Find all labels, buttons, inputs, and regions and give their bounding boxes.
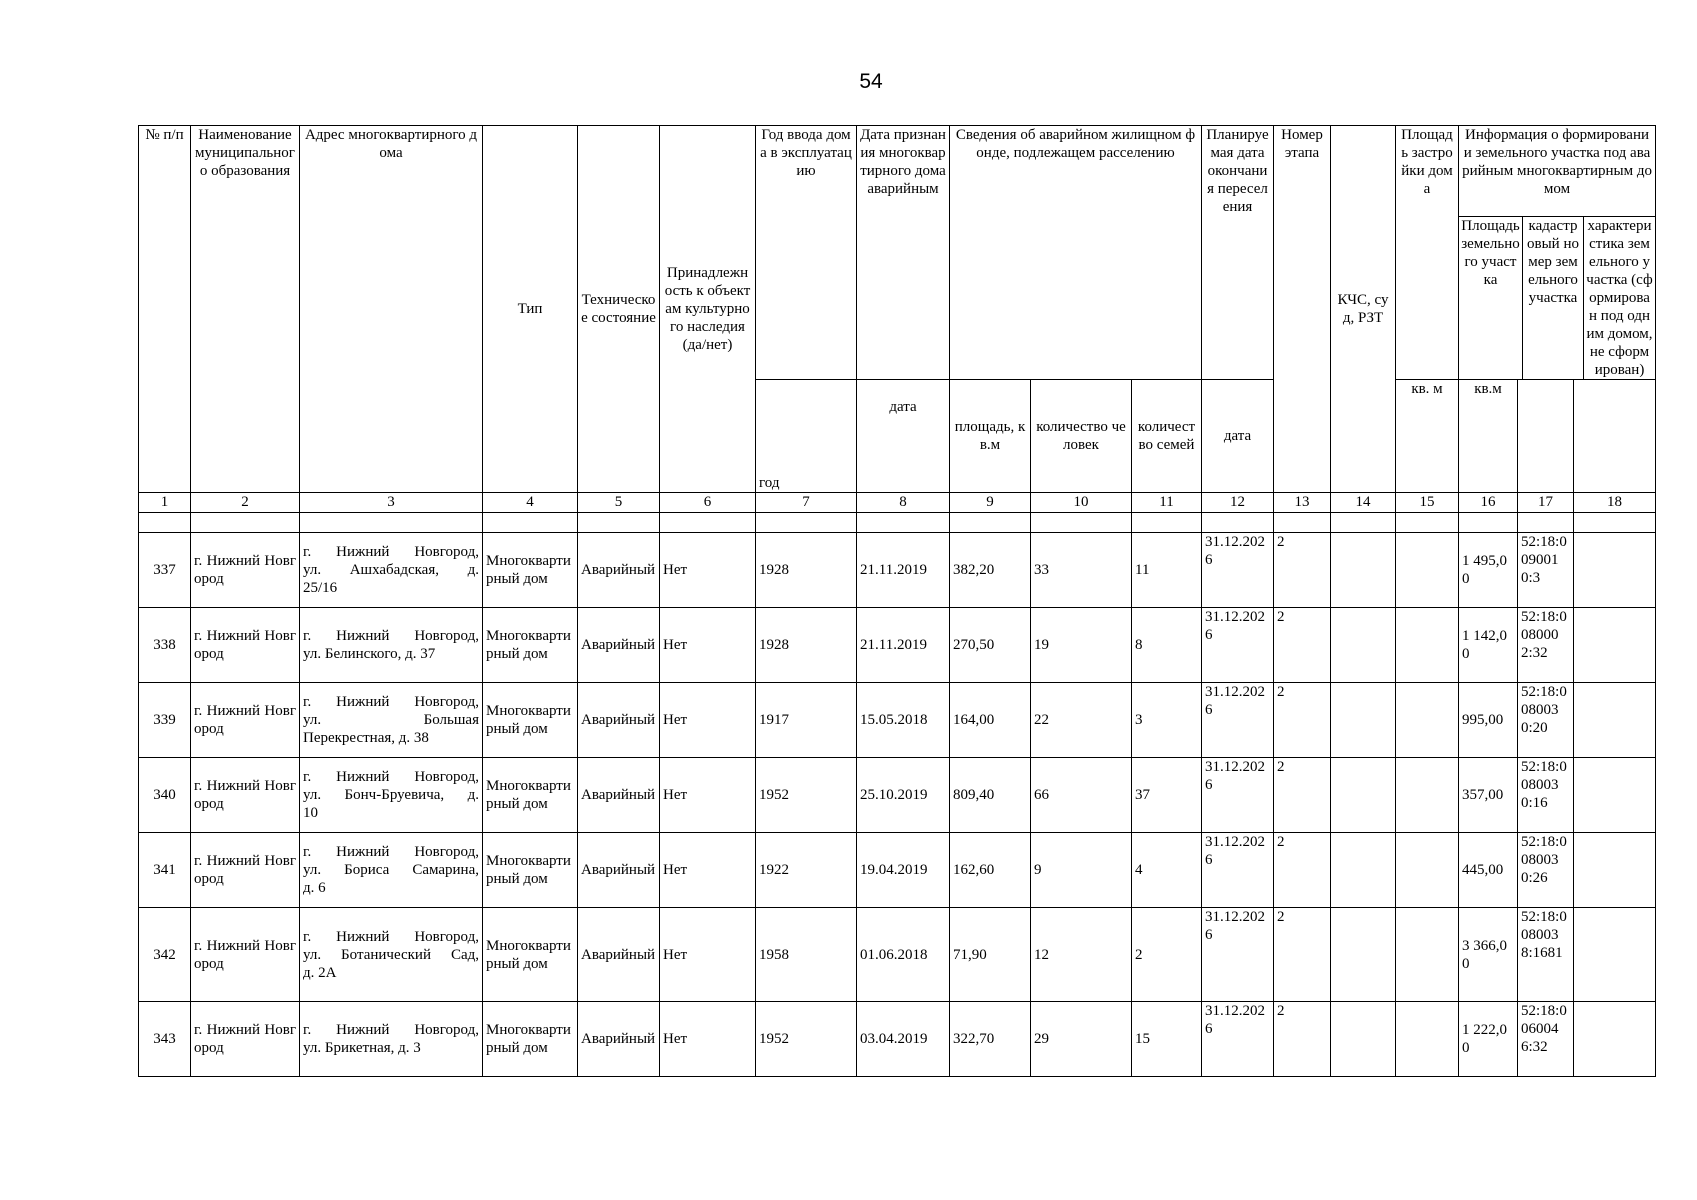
cell-area: 270,50 [950,608,1031,683]
cell-cadastral: 52:18:0080030:16 [1518,758,1574,833]
cell-area: 809,40 [950,758,1031,833]
address-line: г. Нижний Новгород, [303,1022,479,1038]
cell-area: 322,70 [950,1002,1031,1077]
table-body [139,493,1656,533]
cell-people: 19 [1031,608,1132,683]
cell-stage: 2 [1274,683,1331,758]
col-subheader-year: год [756,380,857,493]
address-line: ул. Бориса Самарина, [303,862,479,878]
cell-municipality: г. Нижний Новгород [191,1002,300,1077]
address-line: ул. Ботанический Сад, [303,946,479,963]
cell-type: Многоквартирный дом [483,758,578,833]
cell-people: 22 [1031,683,1132,758]
cell-planned-date: 31.12.2026 [1202,533,1274,608]
cell-num: 337 [139,533,191,608]
cell-heritage: Нет [660,1002,756,1077]
cell-land-char [1574,683,1656,758]
col-header-building-area: Площадь застройки дома [1396,126,1459,380]
cell-heritage: Нет [660,833,756,908]
cell-planned-date: 31.12.2026 [1202,683,1274,758]
col-header-municipality: Наименование муниципального образования [191,126,300,493]
cell-municipality: г. Нижний Новгород [191,533,300,608]
cell-heritage: Нет [660,608,756,683]
cell-cadastral: 52:18:0080030:20 [1518,683,1574,758]
cell-kchs [1331,1002,1396,1077]
column-number: 2 [191,493,300,513]
cell-people: 33 [1031,533,1132,608]
address-line: д. 2А [303,964,337,981]
cell-year: 1917 [756,683,857,758]
address-line: Перекрестная, д. 38 [303,730,429,746]
col-header-emergency-fund: Сведения об аварийном жилищном фонде, подлежащем расселению [950,126,1202,380]
address-line: ул. Брикетная, д. 3 [303,1040,421,1056]
cell-cadastral: 52:18:0080002:32 [1518,608,1574,683]
cell-land-area: 995,00 [1459,683,1518,758]
cell-kchs [1331,533,1396,608]
address-line: 25/16 [303,580,338,596]
cell-land-area: 3 366,00 [1459,908,1518,1002]
cell-families: 2 [1132,908,1202,1002]
cell-cadastral: 52:18:0060046:32 [1518,1002,1574,1077]
cell-cadastral: 52:18:0080030:26 [1518,833,1574,908]
cell-type: Многоквартирный дом [483,833,578,908]
cell-condition: Аварийный [578,758,660,833]
cell-num: 341 [139,833,191,908]
column-number: 3 [300,493,483,513]
page-number: 54 [859,70,883,93]
cell-type: Многоквартирный дом [483,533,578,608]
cell-cadastral: 52:18:0090010:3 [1518,533,1574,608]
cell-stage: 2 [1274,608,1331,683]
cell-land-char [1574,533,1656,608]
col-header-land-area: Площадь земельного участка [1459,217,1523,379]
cell-planned-date: 31.12.2026 [1202,833,1274,908]
cell-kchs [1331,758,1396,833]
land-info-subheaders [1459,217,1655,379]
cell-people: 12 [1031,908,1132,1002]
column-number: 10 [1031,493,1132,513]
cell-year: 1952 [756,1002,857,1077]
cell-land-char [1574,758,1656,833]
address-line: г. Нижний Новгород, [303,628,479,644]
cell-recognition-date: 21.11.2019 [857,533,950,608]
cell-land-area: 1 142,00 [1459,608,1518,683]
address-line: ул. Большая [303,712,479,728]
cell-recognition-date: 15.05.2018 [857,683,950,758]
cell-heritage: Нет [660,533,756,608]
cell-type: Многоквартирный дом [483,608,578,683]
table-row [139,833,1656,908]
column-number: 15 [1396,493,1459,513]
cell-area: 71,90 [950,908,1031,1002]
column-number: 6 [660,493,756,513]
cell-year: 1952 [756,758,857,833]
cell-area: 382,20 [950,533,1031,608]
col-header-building-area-unit: кв. м [1396,380,1459,493]
column-number-row [139,493,1656,513]
column-number: 1 [139,493,191,513]
cell-condition: Аварийный [578,1002,660,1077]
cell-num: 338 [139,608,191,683]
cell-stage: 2 [1274,908,1331,1002]
table-row [139,1002,1656,1077]
column-number: 5 [578,493,660,513]
cell-municipality: г. Нижний Новгород [191,608,300,683]
column-number: 16 [1459,493,1518,513]
cell-condition: Аварийный [578,533,660,608]
cell-municipality: г. Нижний Новгород [191,683,300,758]
col-header-land-info [1459,126,1656,380]
address-line: г. Нижний Новгород, [303,844,479,860]
col-subheader-recognition-date: дата [857,380,950,493]
address-line: ул. Бонч-Бруевича, д. [303,787,479,803]
cell-families: 4 [1132,833,1202,908]
cell-families: 15 [1132,1002,1202,1077]
column-number: 9 [950,493,1031,513]
cell-building-area [1396,1002,1459,1077]
cell-heritage: Нет [660,908,756,1002]
col-header-people: количество человек [1031,380,1132,493]
table-data-rows [139,533,1656,1077]
cell-num: 343 [139,1002,191,1077]
col-header-cadastral: кадастровый номер земельного участка [1523,217,1584,379]
cell-year: 1922 [756,833,857,908]
address-line: ул. Ашхабадская, д. [303,562,479,578]
cell-families: 3 [1132,683,1202,758]
cell-families: 37 [1132,758,1202,833]
cell-address [300,908,483,1002]
cell-heritage: Нет [660,758,756,833]
cell-recognition-date: 21.11.2019 [857,608,950,683]
cell-families: 8 [1132,608,1202,683]
cell-people: 29 [1031,1002,1132,1077]
table-row [139,758,1656,833]
cell-building-area [1396,833,1459,908]
cell-municipality: г. Нижний Новгород [191,758,300,833]
col-header-address: Адрес многоквартирного дома [300,126,483,493]
table-row [139,683,1656,758]
cell-stage: 2 [1274,533,1331,608]
cell-stage: 2 [1274,833,1331,908]
land-info-title: Информация о формировании земельного участка под аварийным многоквартирным домом [1459,126,1655,217]
address-line: ул. Белинского, д. 37 [303,646,436,662]
cell-building-area [1396,533,1459,608]
cell-planned-date: 31.12.2026 [1202,1002,1274,1077]
cell-condition: Аварийный [578,908,660,1002]
cell-planned-date: 31.12.2026 [1202,908,1274,1002]
table-row [139,533,1656,608]
column-number: 13 [1274,493,1331,513]
column-number: 12 [1202,493,1274,513]
address-line: д. 6 [303,880,326,896]
col-header-recognition-date: Дата признания многоквартирного дома аварийным [857,126,950,380]
cell-address [300,833,483,908]
spacer-row [139,513,1656,533]
column-number: 4 [483,493,578,513]
cell-stage: 2 [1274,1002,1331,1077]
cell-type: Многоквартирный дом [483,1002,578,1077]
cell-type: Многоквартирный дом [483,908,578,1002]
cell-families: 11 [1132,533,1202,608]
cell-kchs [1331,908,1396,1002]
cell-stage: 2 [1274,758,1331,833]
table-row [139,908,1656,1002]
cell-land-char [1574,833,1656,908]
cell-municipality: г. Нижний Новгород [191,833,300,908]
col-header-num: № п/п [139,126,191,493]
cell-land-char [1574,908,1656,1002]
cell-address [300,758,483,833]
cell-heritage: Нет [660,683,756,758]
cell-people: 9 [1031,833,1132,908]
table-header [139,126,1656,493]
cell-recognition-date: 01.06.2018 [857,908,950,1002]
cell-num: 340 [139,758,191,833]
col-header-land-area-unit: кв.м [1459,380,1518,493]
cell-address [300,683,483,758]
cell-building-area [1396,608,1459,683]
col-header-stage: Номер этапа [1274,126,1331,493]
col-header-cadastral-cont [1518,380,1574,493]
cell-planned-date: 31.12.2026 [1202,758,1274,833]
cell-land-char [1574,608,1656,683]
address-line: г. Нижний Новгород, [303,928,479,945]
cell-num: 342 [139,908,191,1002]
table-row [139,608,1656,683]
col-header-type: Тип [483,126,578,493]
cell-area: 162,60 [950,833,1031,908]
cell-land-area: 445,00 [1459,833,1518,908]
cell-building-area [1396,758,1459,833]
col-header-year: Год ввода дома в эксплуатацию [756,126,857,380]
cell-cadastral: 52:18:0080038:1681 [1518,908,1574,1002]
cell-condition: Аварийный [578,833,660,908]
cell-building-area [1396,683,1459,758]
emergency-housing-table [138,125,1656,1077]
column-number: 8 [857,493,950,513]
address-line: г. Нижний Новгород, [303,544,479,560]
cell-type: Многоквартирный дом [483,683,578,758]
column-number: 14 [1331,493,1396,513]
column-number: 17 [1518,493,1574,513]
column-number: 11 [1132,493,1202,513]
address-line: г. Нижний Новгород, [303,769,479,785]
cell-kchs [1331,683,1396,758]
col-header-families: количество семей [1132,380,1202,493]
address-line: 10 [303,805,318,821]
col-header-area: площадь, кв.м [950,380,1031,493]
cell-kchs [1331,833,1396,908]
address-line: г. Нижний Новгород, [303,694,479,710]
cell-year: 1928 [756,533,857,608]
cell-municipality: г. Нижний Новгород [191,908,300,1002]
cell-recognition-date: 25.10.2019 [857,758,950,833]
col-header-land-char-cont [1574,380,1656,493]
col-header-kchs: КЧС, суд, РЗТ [1331,126,1396,493]
cell-condition: Аварийный [578,683,660,758]
cell-land-area: 1 222,00 [1459,1002,1518,1077]
cell-building-area [1396,908,1459,1002]
cell-num: 339 [139,683,191,758]
cell-kchs [1331,608,1396,683]
col-header-heritage: Принадлежность к объектам культурного наследия (да/нет) [660,126,756,493]
cell-planned-date: 31.12.2026 [1202,608,1274,683]
col-subheader-planned-date: дата [1202,380,1274,493]
cell-recognition-date: 19.04.2019 [857,833,950,908]
cell-year: 1928 [756,608,857,683]
cell-address [300,533,483,608]
cell-land-area: 1 495,00 [1459,533,1518,608]
column-number: 7 [756,493,857,513]
cell-address [300,1002,483,1077]
cell-land-char [1574,1002,1656,1077]
cell-area: 164,00 [950,683,1031,758]
cell-land-area: 357,00 [1459,758,1518,833]
cell-condition: Аварийный [578,608,660,683]
col-header-land-char: характеристика земельного участка (сформирован под одним домом, не сформирован) [1586,218,1653,378]
column-number: 18 [1574,493,1656,513]
cell-recognition-date: 03.04.2019 [857,1002,950,1077]
cell-address [300,608,483,683]
cell-year: 1958 [756,908,857,1002]
col-header-planned-date: Планируемая дата окончания переселения [1202,126,1274,380]
cell-people: 66 [1031,758,1132,833]
col-header-condition: Техническое состояние [578,126,660,493]
